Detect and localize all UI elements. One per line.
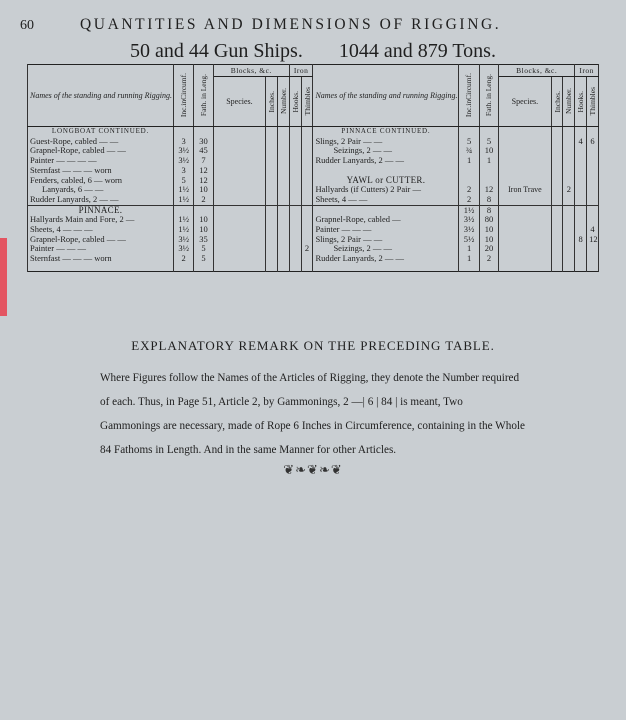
header-names-right: Names of the standing and running Rigging.: [313, 65, 459, 127]
row-name: Hallyards Main and Fore, 2 —: [28, 215, 174, 225]
row-len: 10: [194, 215, 213, 225]
row-name: Slings, 2 Pair — —: [313, 137, 459, 147]
header-thimbles-right-label: Thimbles: [588, 87, 598, 116]
row-circ: 3: [173, 166, 193, 176]
table-row: [28, 195, 599, 205]
row-circ: 3½: [459, 215, 479, 225]
row-len: 10: [194, 225, 213, 235]
table-row: [28, 156, 599, 166]
ornament-icon: ❦❧❦❧❦: [283, 462, 343, 477]
header-inches-left: [266, 77, 278, 127]
table-row: [28, 254, 599, 264]
row-len: 5: [479, 137, 498, 147]
remark-line: Gammonings are necessary, made of Rope 6 Inches in Circumference, containing in the Whole: [100, 420, 525, 432]
row-circ: 1½: [173, 185, 193, 195]
rigging-table: [27, 64, 599, 272]
header-number-left-label: Number.: [279, 88, 289, 115]
header-circumf-right: [459, 65, 479, 127]
header-circumf-left: [173, 65, 193, 127]
row-name: Sheets, 4 — — —: [28, 225, 174, 235]
header-number-right: [563, 77, 575, 127]
header-hooks-right-label: Hooks.: [576, 90, 586, 113]
header-length-right-label: Fath. in Leng.: [483, 74, 493, 117]
header-species-right: Species.: [499, 77, 552, 127]
row-circ: 5½: [459, 235, 479, 245]
row-len: 1: [479, 156, 498, 166]
section-title: LONGBOAT CONTINUED.: [28, 127, 174, 137]
header-blocks-left: Blocks, &c.: [213, 65, 289, 77]
row-circ: 1: [459, 244, 479, 254]
subheading-ships: 50 and 44 Gun Ships.: [130, 40, 303, 62]
header-hooks-left-label: Hooks.: [290, 90, 300, 113]
row-species: Iron Trave: [499, 185, 552, 195]
row-circ: 5: [173, 176, 193, 186]
row-thimbles: 12: [587, 235, 599, 245]
row-hooks: 4: [575, 137, 587, 147]
row-name: [313, 205, 459, 215]
row-name: Painter — — —: [313, 225, 459, 235]
row-len: 2: [479, 254, 498, 264]
row-circ: 1: [459, 254, 479, 264]
table-row: [28, 146, 599, 156]
row-name: Sternfast — — — worn: [28, 166, 174, 176]
subheading-tons: 1044 and 879 Tons.: [338, 40, 496, 62]
header-length-right: [479, 65, 498, 127]
row-len: 2: [194, 195, 213, 205]
row-circ: 3½: [173, 244, 193, 254]
row-circ: 1: [459, 156, 479, 166]
row-name: Grapnel-Rope, cabled — —: [28, 235, 174, 245]
header-iron-right: Iron: [575, 65, 599, 77]
row-name: Sheets, 4 — —: [313, 195, 459, 205]
remark-line: Where Figures follow the Names of the Articles of Rigging, they denote the Number required: [100, 372, 520, 384]
row-hooks: 8: [575, 235, 587, 245]
row-circ: 3½: [459, 225, 479, 235]
row-len: 12: [479, 185, 498, 195]
row-thimbles: 2: [301, 244, 313, 254]
row-circ: 3½: [173, 146, 193, 156]
row-thimbles: 4: [587, 225, 599, 235]
section-title: YAWL or CUTTER.: [313, 176, 459, 186]
header-hooks-right: [575, 77, 587, 127]
header-names-left: Names of the standing and running Rigging.: [28, 65, 174, 127]
row-thimbles: 6: [587, 137, 599, 147]
row-circ: 3: [173, 137, 193, 147]
row-circ: 1½: [459, 205, 479, 215]
row-len: 5: [194, 254, 213, 264]
row-name: Painter — — — —: [28, 156, 174, 166]
running-head: QUANTITIES AND DIMENSIONS OF RIGGING.: [80, 16, 502, 33]
row-len: 10: [479, 225, 498, 235]
section-title: PINNACE.: [28, 205, 174, 215]
header-length-left: [194, 65, 213, 127]
row-name: Grapnel-Rope, cabled — —: [28, 146, 174, 156]
table-row: [28, 137, 599, 147]
table-row: [28, 215, 599, 225]
row-name: Seizings, 2 — —: [313, 146, 459, 156]
table-row: [28, 185, 599, 195]
row-number: 2: [563, 185, 575, 195]
row-circ: 1½: [173, 215, 193, 225]
row-circ: 3½: [173, 235, 193, 245]
row-len: 12: [194, 176, 213, 186]
header-hooks-left: [289, 77, 301, 127]
row-name: Guest-Rope, cabled — —: [28, 137, 174, 147]
header-circumf-left-label: Inc.inCircumf.: [178, 73, 188, 118]
header-number-left: [278, 77, 290, 127]
table-row: [28, 244, 599, 254]
remark-title: EXPLANATORY REMARK ON THE PRECEDING TABLE.: [131, 338, 495, 353]
subheading: [0, 40, 626, 63]
remark-line: of each. Thus, in Page 51, Article 2, by Gammonings, 2 —| 6 | 84 | is meant, Two: [100, 396, 463, 408]
row-name: Lanyards, 6 — —: [28, 185, 174, 195]
row-len: 35: [194, 235, 213, 245]
table-row: [28, 176, 599, 186]
row-name: Painter — — —: [28, 244, 174, 254]
row-len: 20: [479, 244, 498, 254]
row-name: Slings, 2 Pair — —: [313, 235, 459, 245]
row-name: Rudder Lanyards, 2 — —: [313, 156, 459, 166]
header-inches-left-label: Inches.: [267, 90, 277, 113]
remark-line: 84 Fathoms in Length. And in the same Manner for other Articles.: [100, 444, 397, 456]
row-circ: 2: [173, 254, 193, 264]
row-name: Rudder Lanyards, 2 — —: [28, 195, 174, 205]
row-len: 10: [479, 235, 498, 245]
header-iron-left: Iron: [289, 65, 313, 77]
row-name: Hallyards (if Cutters) 2 Pair —: [313, 185, 459, 195]
table-row: [28, 225, 599, 235]
row-len: 80: [479, 215, 498, 225]
row-len: 7: [194, 156, 213, 166]
header-thimbles-left-label: Thimbles: [302, 87, 312, 116]
header-inches-right: [551, 77, 563, 127]
row-len: 8: [479, 195, 498, 205]
row-len: 10: [194, 185, 213, 195]
row-circ: ¾: [459, 146, 479, 156]
table-row: [28, 235, 599, 245]
row-len: 10: [479, 146, 498, 156]
header-species-left: Species.: [213, 77, 266, 127]
row-circ: 1½: [173, 225, 193, 235]
header-inches-right-label: Inches.: [552, 90, 562, 113]
row-circ: 3½: [173, 156, 193, 166]
table-row: [28, 205, 599, 215]
section-title: PINNACE CONTINUED.: [313, 127, 459, 137]
page-number: 60: [20, 18, 34, 33]
row-name: Rudder Lanyards, 2 — —: [313, 254, 459, 264]
header-circumf-right-label: Inc.inCircumf.: [464, 73, 474, 118]
header-blocks-right: Blocks, &c.: [499, 65, 575, 77]
row-len: 8: [479, 205, 498, 215]
header-number-right-label: Number.: [564, 88, 574, 115]
remark-text: [100, 366, 552, 462]
row-circ: 5: [459, 137, 479, 147]
row-name: Grapnel-Rope, cabled —: [313, 215, 459, 225]
row-circ: 2: [459, 195, 479, 205]
header-length-left-label: Fath. in Leng.: [198, 74, 208, 117]
row-circ: 2: [459, 185, 479, 195]
header-thimbles-right: [587, 77, 599, 127]
row-len: 5: [194, 244, 213, 254]
row-name: Fenders, cabled, 6 — worn: [28, 176, 174, 186]
page-edge-tab: [0, 238, 7, 316]
row-name: Sternfast — — — worn: [28, 254, 174, 264]
table-row: [28, 166, 599, 176]
row-circ: 1½: [173, 195, 193, 205]
row-name: Seizings, 2 — —: [313, 244, 459, 254]
header-thimbles-left: [301, 77, 313, 127]
row-len: 45: [194, 146, 213, 156]
row-len: 30: [194, 137, 213, 147]
row-len: 12: [194, 166, 213, 176]
